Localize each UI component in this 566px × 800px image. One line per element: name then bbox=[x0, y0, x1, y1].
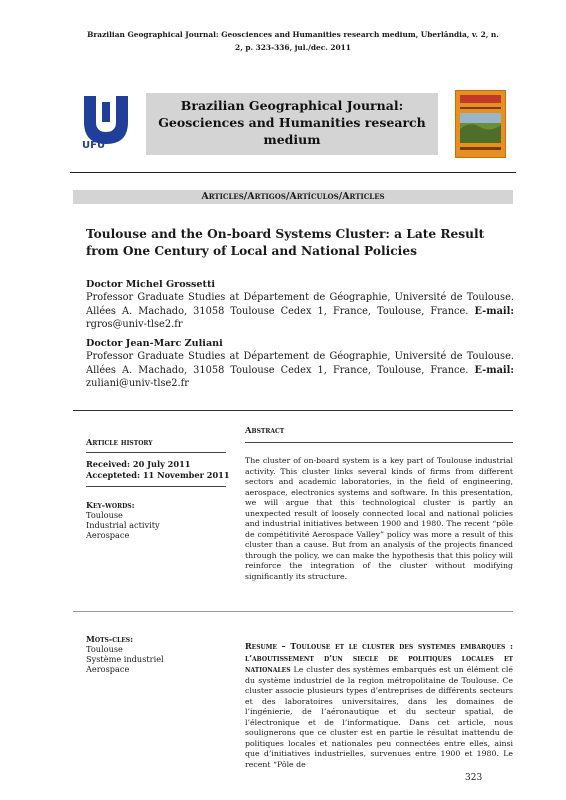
page-number: 323 bbox=[465, 773, 483, 783]
running-head-line2: 2, p. 323-336, jul./dec. 2011 bbox=[235, 43, 351, 52]
resume-heading: Resume – Toulouse et le cluster des systemes embarques : l’aboutissement d’un siecle de politiques locales et nationales bbox=[245, 641, 513, 674]
resume-divider bbox=[73, 611, 513, 612]
journal-cover-image bbox=[455, 90, 506, 158]
mots-cles-item: Toulouse bbox=[86, 644, 123, 654]
journal-title-line1: Brazilian Geographical Journal: bbox=[180, 98, 404, 113]
author-name: Doctor Michel Grossetti bbox=[86, 279, 216, 290]
section-label: Articles/Artigos/Artículos/Articles bbox=[201, 191, 385, 202]
dates-rule bbox=[86, 486, 226, 487]
author-affiliation bbox=[86, 291, 514, 332]
abstract-rule bbox=[245, 442, 513, 443]
mots-cles-block bbox=[86, 634, 226, 674]
journal-title-line3: medium bbox=[263, 132, 321, 147]
keyword-item: Toulouse bbox=[86, 510, 123, 520]
email-label: E-mail: bbox=[474, 305, 514, 317]
affiliation-text: Professor Graduate Studies at Département de Géographie, Université de Toulouse. Allées A. Machado, 31058 Toulouse Cedex 1, France, Toulouse, France. bbox=[86, 292, 514, 317]
article-dates bbox=[86, 459, 230, 481]
journal-title-line2: Geosciences and Humanities research bbox=[158, 115, 426, 130]
running-head bbox=[70, 28, 516, 54]
article-title: Toulouse and the On-board Systems Cluster: a Late Result from One Century of Local and National Policies bbox=[86, 227, 485, 258]
affiliation-text: Professor Graduate Studies at Département de Géographie, Université de Toulouse. Allées A. Machado, 31058 Toulouse Cedex 1, France, Toulouse, France. bbox=[86, 351, 514, 376]
mots-cles-item: Aerospace bbox=[86, 664, 130, 674]
keyword-item: Industrial activity bbox=[86, 520, 160, 530]
accepted-date: Accepteted: 11 November 2011 bbox=[86, 470, 230, 480]
received-date: Received: 20 July 2011 bbox=[86, 459, 191, 469]
metadata-divider bbox=[73, 410, 513, 411]
mots-cles-heading: Mots-cles: bbox=[86, 634, 134, 644]
resume-block bbox=[245, 641, 513, 770]
history-rule bbox=[86, 452, 226, 453]
author-email[interactable]: rgros@univ-tlse2.fr bbox=[86, 319, 183, 330]
abstract-text: The cluster of on-board system is a key part of Toulouse industrial activity. This cluster links several kinds of firms from different sectors and academic laboratories, in the field of engineering, aerospace, electronics systems and software. In this presentation, we will argue that this technological cluster is partly an unexpected result of loosely connected local and national policies and industrial initiatives between 1900 and 1980. The recent “pôle de compétitivité Aerospace Valley” policy was more a result of this cluster than a cause. But from an analysis of the projects financed through the policy, we can make the hypothesis that this policy will reinforce the integration of the cluster without modifying significantly its structure. bbox=[245, 456, 513, 581]
author-name: Doctor Jean-Marc Zuliani bbox=[86, 338, 223, 349]
header-divider bbox=[70, 172, 516, 173]
logo-label: UFU bbox=[82, 140, 106, 151]
email-label: E-mail: bbox=[474, 364, 514, 376]
journal-title bbox=[150, 97, 434, 148]
article-history-heading: Article history bbox=[86, 437, 153, 447]
keywords-heading: Key-words: bbox=[86, 500, 135, 510]
mots-cles-item: Système industriel bbox=[86, 654, 164, 664]
running-head-line1: Brazilian Geographical Journal: Geosciences and Humanities research medium, Uberlândia, v. 2, n. bbox=[87, 30, 499, 39]
keywords-block bbox=[86, 500, 226, 540]
resume-text: Le cluster des systèmes embarqués est un élément clé du système industriel de la region métropolitaine de Toulouse. Ce cluster associe plusieurs types d’entreprises de différents secteurs et des laboratoires universitaires, dans les domaines de l’ingénierie, de l’aéronautique et du secteur spatial, de l’électronique et de l’informatique. Dans cet article, nous soulignerons que ce cluster est en partie le résultat inattendu de politiques locales et nationales peu connectées entre elles, ainsi que d’initiatives industrielles, survenues entre 1900 et 1980. Le recent “Pôle de bbox=[245, 665, 513, 769]
author-affiliation bbox=[86, 350, 514, 391]
abstract-heading: Abstract bbox=[245, 425, 285, 435]
author-email[interactable]: zuliani@univ-tlse2.fr bbox=[86, 378, 189, 389]
keyword-item: Aerospace bbox=[86, 530, 130, 540]
